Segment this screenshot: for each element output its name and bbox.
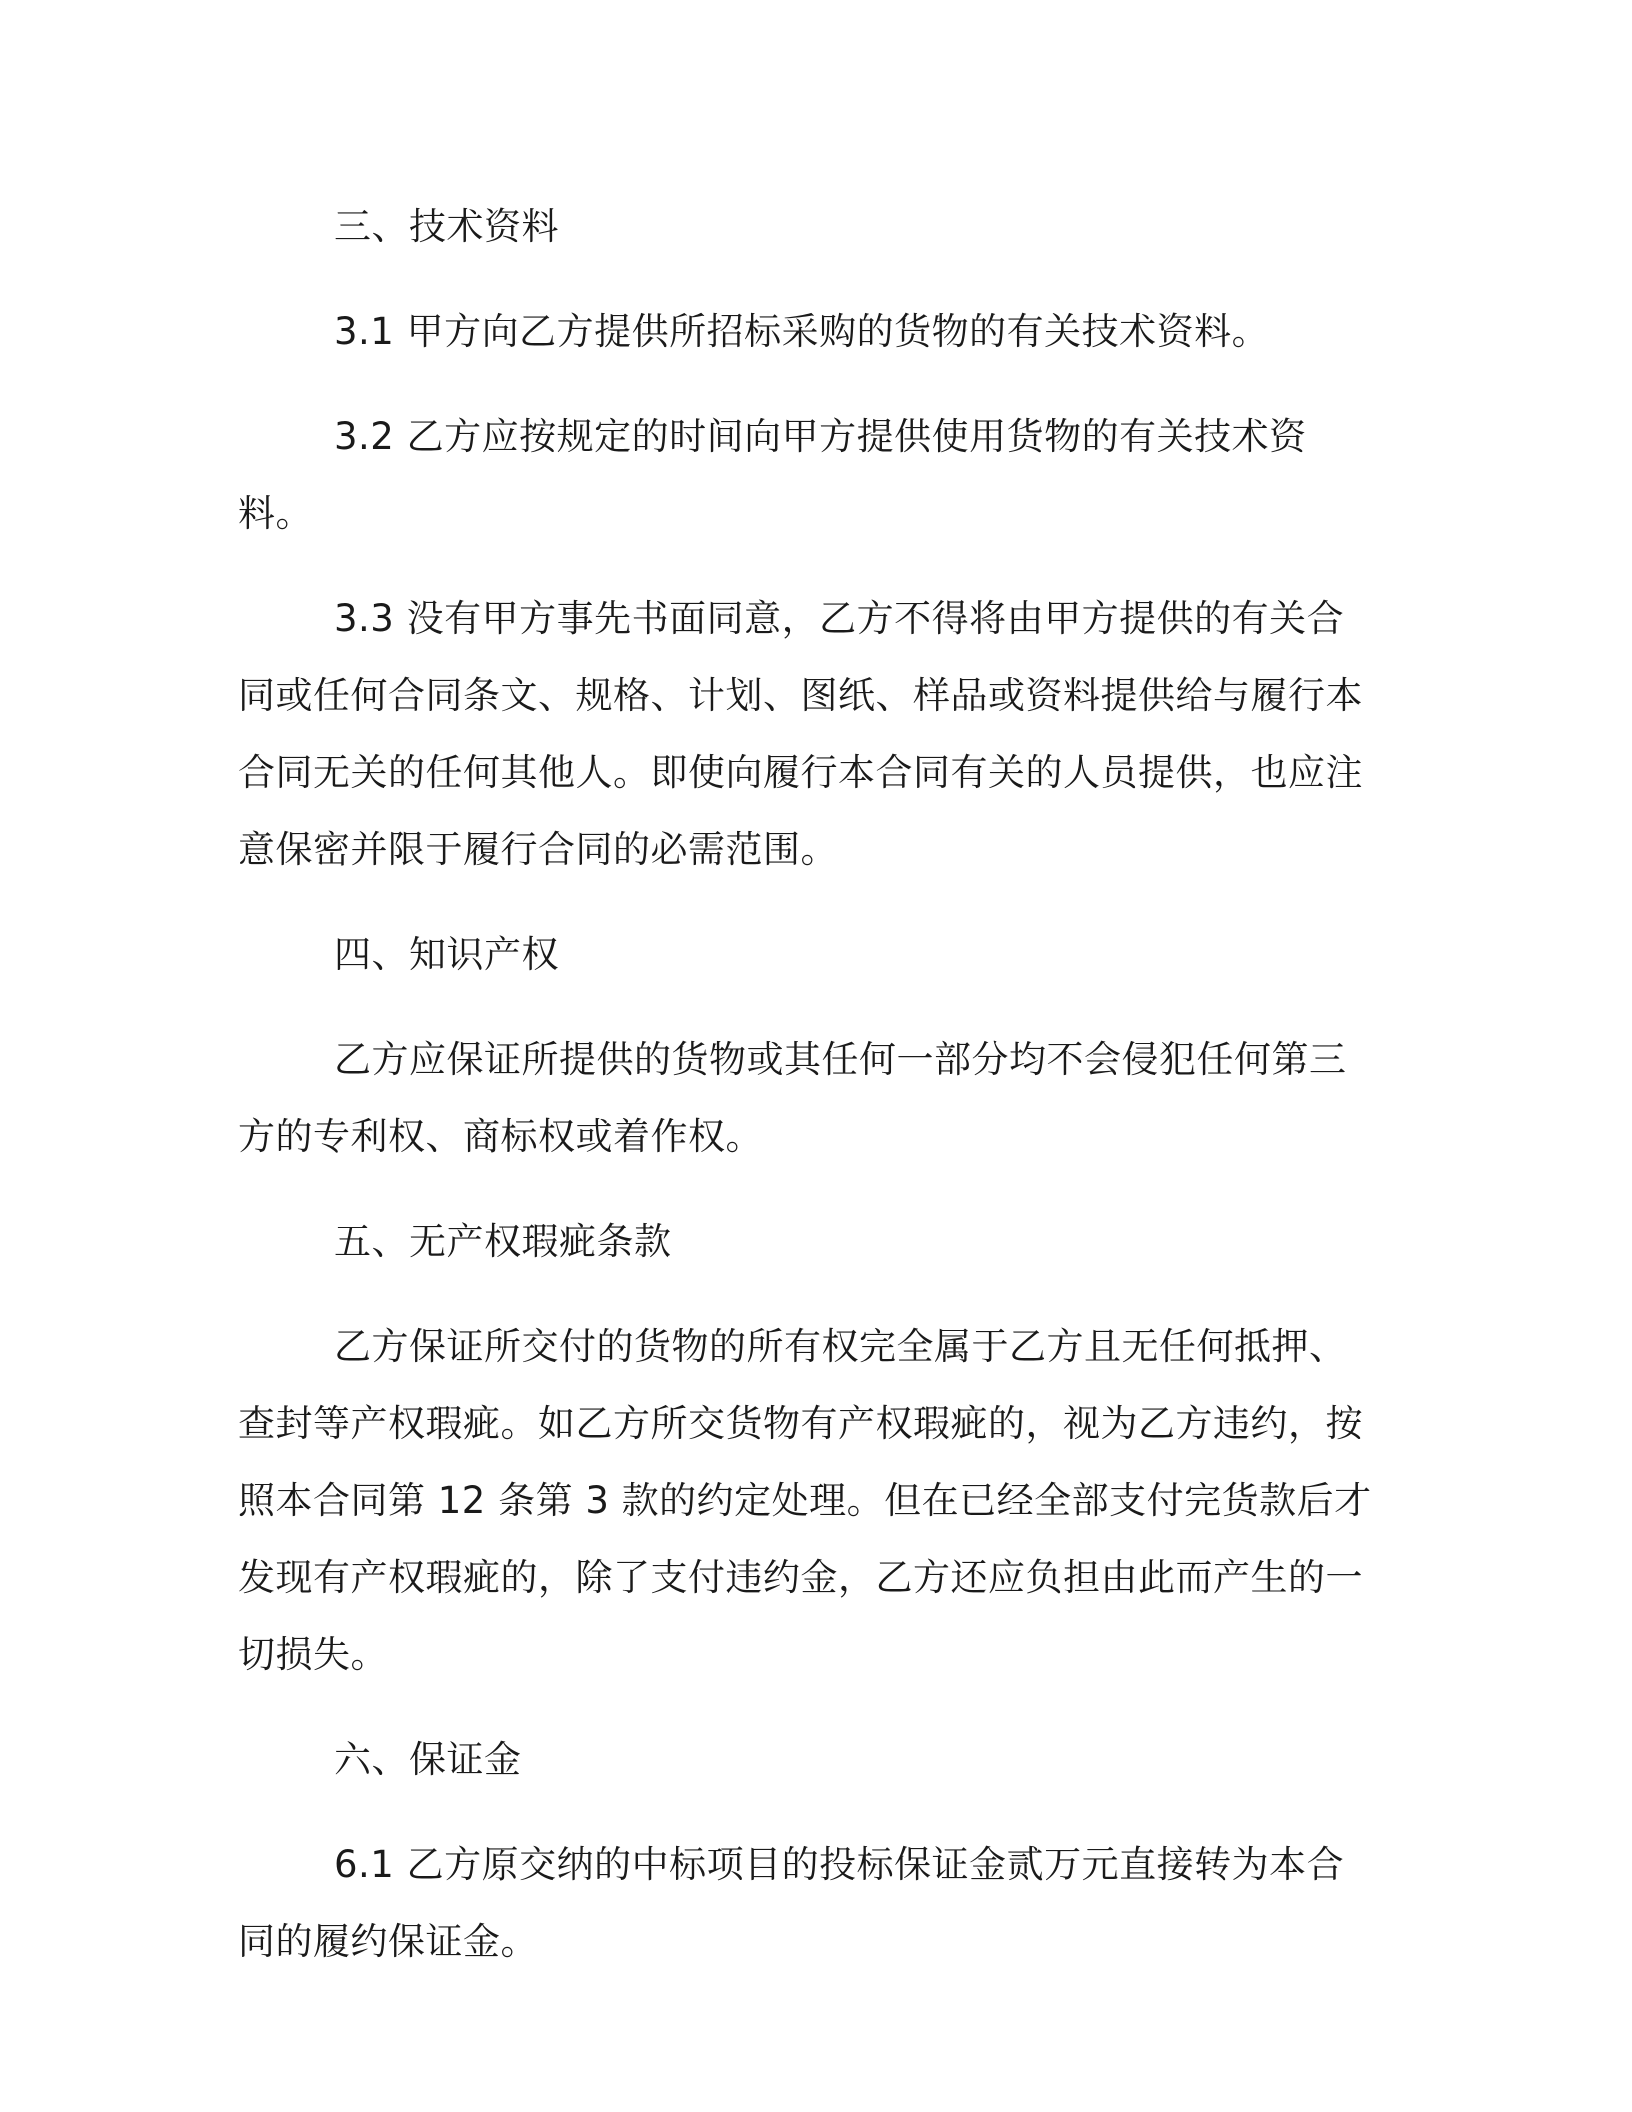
section-3-3-paragraph: 3.3 没有甲方事先书面同意，乙方不得将由甲方提供的有关合同或任何合同条文、规格、计划、图纸、样品或资料提供给与履行本合同无关的任何其他人。即使向履行本合同有关的人员提供，也应注意保密并限于履行合同的必需范围。 bbox=[238, 597, 1363, 871]
document-body bbox=[238, 188, 1380, 2008]
section-3-2-paragraph: 3.2 乙方应按规定的时间向甲方提供使用货物的有关技术资料。 bbox=[238, 415, 1307, 535]
section-6-heading: 六、保证金 bbox=[334, 1738, 522, 1781]
section-4-paragraph: 乙方应保证所提供的货物或其任何一部分均不会侵犯任何第三方的专利权、商标权或着作权。 bbox=[238, 1038, 1347, 1158]
section-3-1-paragraph: 3.1 甲方向乙方提供所招标采购的货物的有关技术资料。 bbox=[334, 310, 1270, 353]
section-5-paragraph: 乙方保证所交付的货物的所有权完全属于乙方且无任何抵押、查封等产权瑕疵。如乙方所交货物有产权瑕疵的，视为乙方违约，按照本合同第 12 条第 3 款的约定处理。但在已经全部支付完货款后才发现有产权瑕疵的，除了支付违约金，乙方还应负担由此而产生的一切损失。 bbox=[238, 1325, 1372, 1676]
section-6-1-paragraph: 6.1 乙方原交纳的中标项目的投标保证金贰万元直接转为本合同的履约保证金。 bbox=[238, 1843, 1345, 1963]
section-5-heading: 五、无产权瑕疵条款 bbox=[334, 1220, 672, 1263]
section-3-heading: 三、技术资料 bbox=[334, 205, 559, 248]
section-4-heading: 四、知识产权 bbox=[334, 933, 559, 976]
